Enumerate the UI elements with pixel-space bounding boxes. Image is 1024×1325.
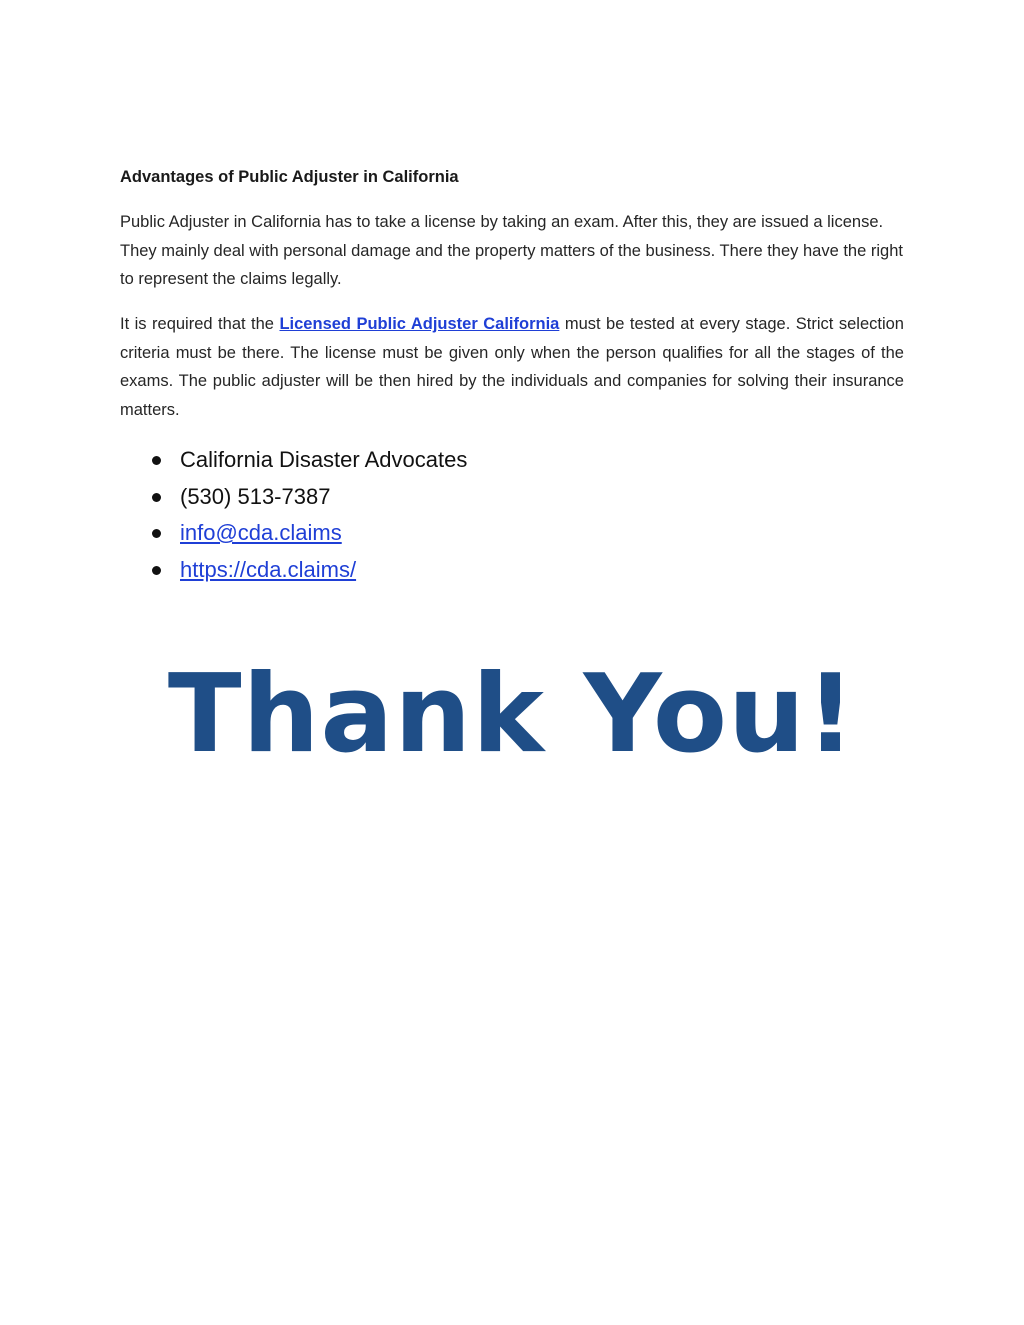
bullet-icon: [152, 529, 161, 538]
licensed-public-adjuster-link[interactable]: Licensed Public Adjuster California: [279, 315, 560, 333]
bullet-icon: [152, 566, 161, 575]
list-item-website: [140, 552, 467, 589]
email-link[interactable]: info@cda.claims: [180, 520, 342, 545]
paragraph-requirements: [120, 310, 904, 424]
paragraph-text-before-link: It is required that the: [120, 315, 280, 333]
paragraph-text-after-link: must be tested at every stage. Strict selection criteria must be there. The license must be given only when the person qualifies for all the stages of the exams. The public adjuster will be then hired by the individuals and companies for solving their insurance matters.: [120, 315, 904, 419]
thank-you-banner: Thank You!: [167, 652, 857, 777]
bullet-icon: [152, 456, 161, 465]
paragraph-intro: Public Adjuster in California has to take a license by taking an exam. After this, they are issued a license. They mainly deal with personal damage and the property matters of the business. There they have the right to represent the claims legally.: [120, 213, 903, 288]
list-item-company: [140, 442, 467, 479]
website-link[interactable]: https://cda.claims/: [180, 556, 357, 582]
document-heading: Advantages of Public Adjuster in California: [120, 168, 459, 186]
company-name: California Disaster Advocates: [180, 447, 468, 472]
bullet-icon: [152, 493, 161, 502]
list-item-phone: [140, 479, 467, 516]
contact-list: [140, 442, 467, 588]
list-item-email: [140, 515, 467, 552]
phone-number: (530) 513-7387: [180, 483, 331, 509]
